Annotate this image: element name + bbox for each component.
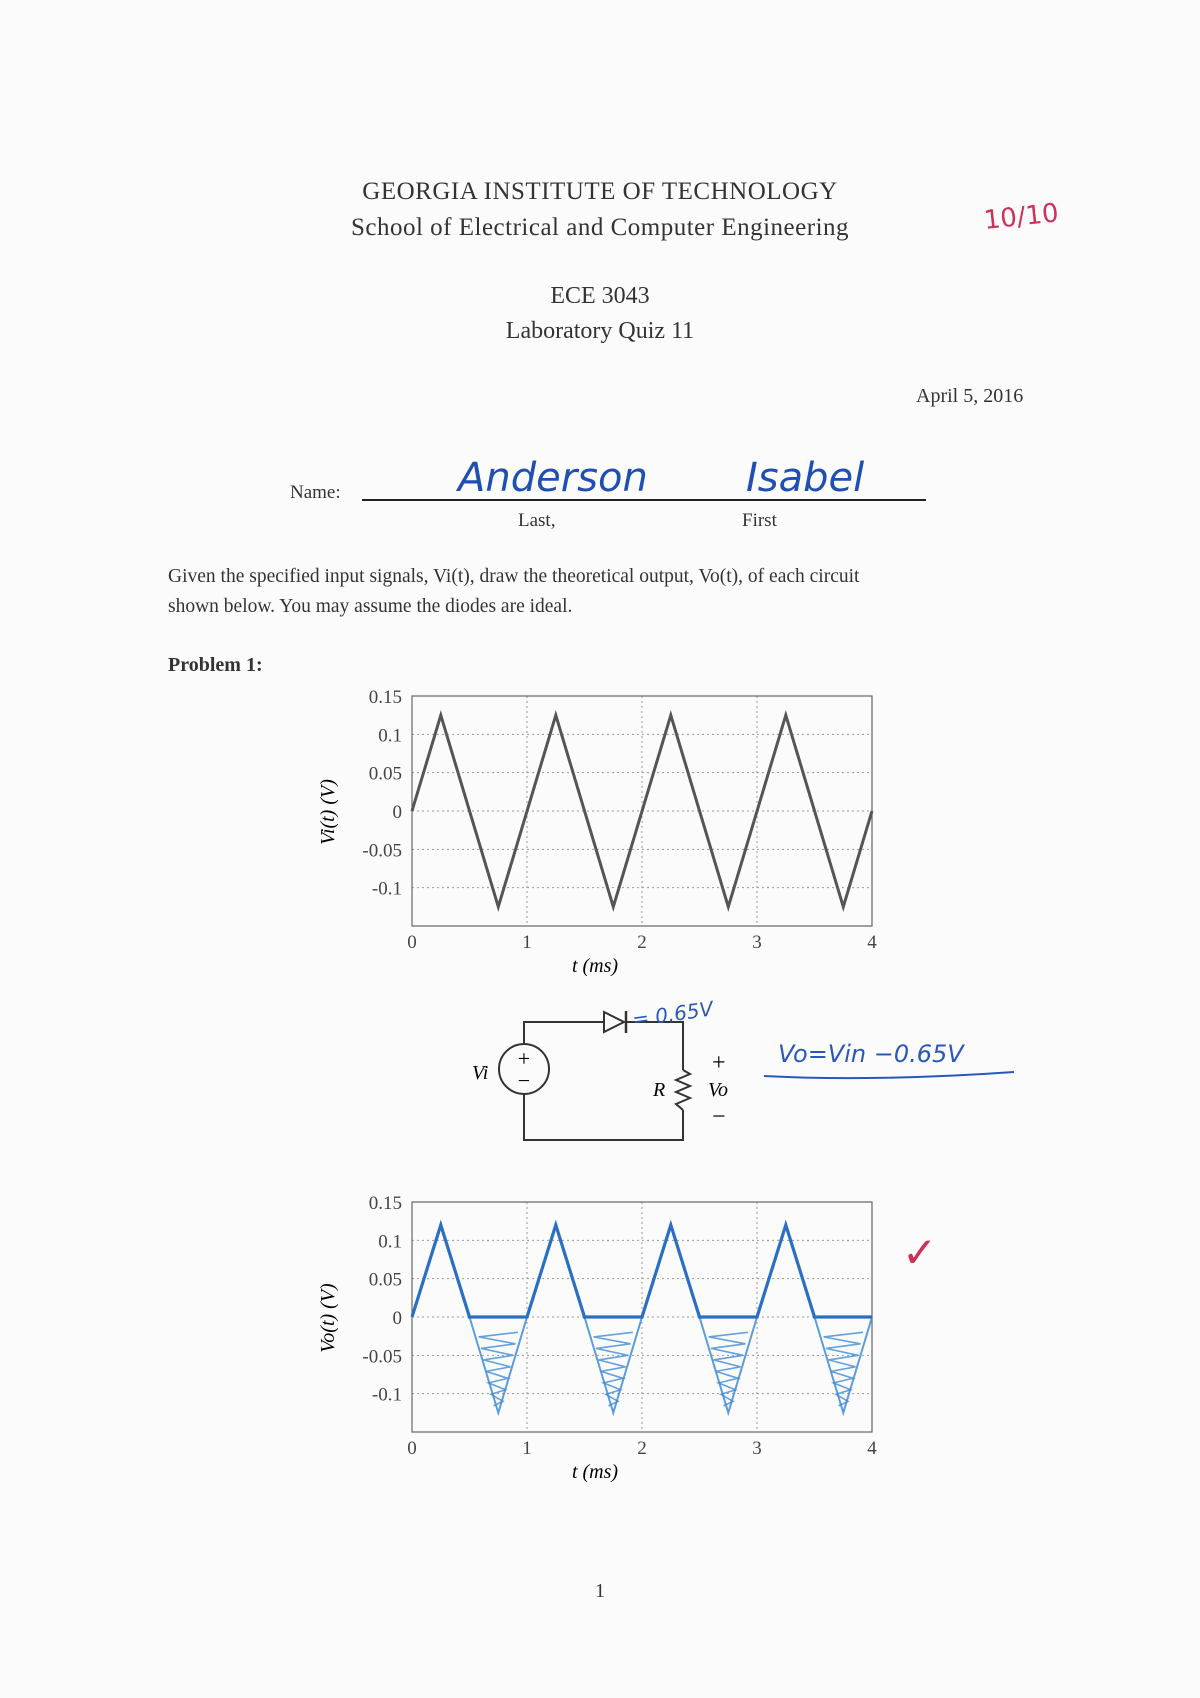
quiz-date: April 5, 2016: [916, 385, 1024, 407]
institution-title: GEORGIA INSTITUTE OF TECHNOLOGY: [362, 178, 838, 205]
resistor-icon: [676, 1070, 690, 1110]
output-signal-chart: [300, 1190, 900, 1500]
instructions-line-1: Given the specified input signals, Vi(t), draw the theoretical output, Vo(t), of each circuit: [168, 566, 860, 587]
y-tick-label: -0.1: [371, 1384, 402, 1406]
x-tick-label: 2: [637, 932, 647, 953]
x-axis-label: t (ms): [571, 1461, 619, 1483]
wire-top-left: [524, 1022, 604, 1044]
x-axis-label: t (ms): [571, 955, 619, 977]
diode-drop-annotation: = 0.65V: [630, 996, 715, 1032]
source-minus: −: [517, 1068, 531, 1093]
instructions-line-2: shown below. You may assume the diodes are ideal.: [168, 596, 573, 617]
source-label: Vi: [472, 1062, 489, 1084]
y-axis-label: Vi(t) (V): [317, 779, 339, 845]
diode-circuit: [450, 1000, 750, 1160]
output-equation-annotation: Vo=Vin −0.65V: [778, 1040, 964, 1068]
y-tick-label: 0.1: [378, 725, 402, 747]
x-tick-label: 3: [752, 932, 762, 953]
name-label: Name:: [290, 482, 341, 503]
page-number: 1: [595, 1580, 605, 1602]
resistor-label: R: [653, 1079, 666, 1101]
last-name-handwritten: Anderson: [458, 455, 648, 501]
first-caption: First: [742, 510, 777, 531]
equation-underline: [760, 1064, 1020, 1084]
output-plus: +: [712, 1050, 726, 1076]
y-tick-label: 0.05: [368, 763, 402, 785]
y-tick-label: 0.1: [378, 1231, 402, 1253]
x-tick-label: 4: [867, 1438, 877, 1459]
x-tick-label: 2: [637, 1438, 647, 1459]
y-tick-label: 0: [392, 802, 402, 823]
diode-icon: [604, 1012, 624, 1032]
y-tick-label: -0.05: [362, 840, 402, 862]
y-tick-label: 0.15: [368, 1193, 402, 1214]
output-minus: −: [712, 1104, 726, 1130]
grading-checkmark: ✓: [902, 1228, 938, 1277]
x-tick-label: 3: [752, 1438, 762, 1459]
y-tick-label: 0.05: [368, 1269, 402, 1291]
x-tick-label: 0: [407, 932, 417, 953]
source-plus: +: [517, 1046, 531, 1071]
course-code: ECE 3043: [550, 283, 650, 309]
x-tick-label: 1: [522, 1438, 532, 1459]
y-tick-label: 0: [392, 1308, 402, 1329]
y-tick-label: -0.05: [362, 1346, 402, 1368]
input-signal-chart: [300, 684, 900, 984]
first-name-handwritten: Isabel: [746, 455, 865, 501]
y-tick-label: -0.1: [371, 878, 402, 900]
last-caption: Last,: [518, 510, 556, 531]
school-title: School of Electrical and Computer Engineering: [350, 214, 850, 241]
x-tick-label: 0: [407, 1438, 417, 1459]
quiz-title: Laboratory Quiz 11: [505, 318, 695, 344]
x-tick-label: 1: [522, 932, 532, 953]
handwritten-scribbles: [470, 1317, 873, 1413]
output-label: Vo: [708, 1079, 728, 1101]
score-annotation: 10/10: [982, 198, 1061, 236]
problem-label: Problem 1:: [168, 654, 263, 676]
x-tick-label: 4: [867, 932, 877, 953]
y-tick-label: 0.15: [368, 687, 402, 708]
y-axis-label: Vo(t) (V): [317, 1283, 339, 1353]
